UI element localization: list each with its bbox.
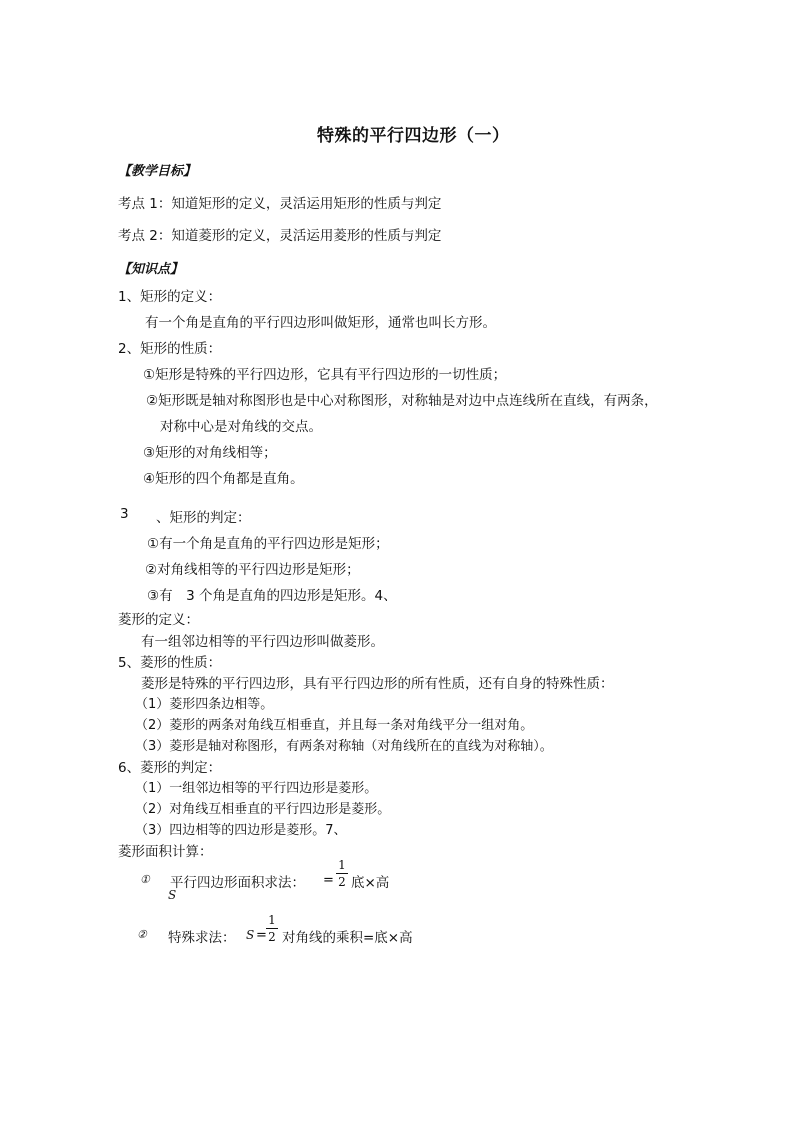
rect-prop-item: ②矩形既是轴对称图形也是中心对称图形，对称轴是对边中点连线所在直线，有两条， (146, 393, 658, 409)
rhombus-prop-item: （2）菱形的两条对角线互相垂直，并且每一条对角线平分一组对角。 (135, 718, 534, 733)
rhombus-judge-item: （2）对角线互相垂直的平行四边形是菱形。 (135, 802, 391, 817)
fraction-bar (336, 873, 348, 874)
rect-prop-item: ①矩形是特殊的平行四边形，它具有平行四边形的一切性质； (143, 367, 507, 383)
formula-marker: ② (137, 928, 147, 941)
rhombus-prop-item: （3）菱形是轴对称图形，有两条对称轴（对角线所在的直线为对称轴）。 (135, 739, 553, 754)
formula-rhs: 对角线的乘积=底×高 (282, 930, 413, 946)
rect-prop-title: 2、矩形的性质： (118, 341, 222, 357)
fraction-denominator: 2 (268, 930, 276, 944)
rect-def-text: 有一个角是直角的平行四边形叫做矩形，通常也叫长方形。 (145, 315, 496, 331)
rhombus-prop-item: 菱形是特殊的平行四边形，具有平行四边形的所有性质，还有自身的特殊性质： (141, 676, 614, 692)
formula-fraction (336, 858, 348, 889)
formula-marker: ① (140, 873, 150, 886)
rhombus-judge-item: （1）一组邻边相等的平行四边形是菱形。 (135, 781, 378, 796)
rect-judge-item: ②对角线相等的平行四边形是矩形； (145, 562, 360, 578)
area-title: 菱形面积计算： (118, 844, 213, 860)
rect-prop-item: 对称中心是对角线的交点。 (160, 419, 322, 435)
fraction-denominator: 2 (338, 875, 346, 889)
formula-variable: S (168, 888, 177, 902)
rect-judge-item: ①有一个角是直角的平行四边形是矩形； (147, 536, 389, 552)
formula-variable: S (246, 928, 255, 942)
rhombus-def-text: 有一组邻边相等的平行四边形叫做菱形。 (141, 634, 384, 650)
fraction-numerator: 1 (338, 858, 346, 872)
rhombus-judge-title: 6、菱形的判定： (118, 760, 222, 776)
rect-judge-number: 3 (120, 506, 129, 522)
knowledge-heading: 【知识点】 (118, 262, 184, 277)
goal-item: 考点 1：知道矩形的定义，灵活运用矩形的性质与判定 (118, 196, 442, 212)
formula-fraction (266, 913, 278, 944)
formula-label: 特殊求法： (168, 930, 236, 946)
rect-prop-item: ③矩形的对角线相等； (143, 445, 277, 461)
rect-prop-item: ④矩形的四个角都是直角。 (143, 471, 304, 487)
rhombus-prop-item: （1）菱形四条边相等。 (135, 697, 274, 712)
fraction-numerator: 1 (268, 913, 276, 927)
rect-def-title: 1、矩形的定义： (118, 289, 222, 305)
formula-rhs: 底×高 (351, 875, 390, 891)
rhombus-judge-item: （3）四边相等的四边形是菱形。7、 (135, 823, 347, 838)
rhombus-def-title: 菱形的定义： (118, 612, 199, 628)
fraction-bar (266, 928, 278, 929)
goal-item: 考点 2：知道菱形的定义，灵活运用菱形的性质与判定 (118, 228, 442, 244)
rect-judge-title: 、矩形的判定： (156, 510, 251, 526)
rect-judge-item: ③有 3 个角是直角的四边形是矩形。4、 (147, 588, 397, 604)
goals-heading: 【教学目标】 (118, 164, 197, 179)
formula-equals: = (256, 928, 267, 943)
formula-label: 平行四边形面积求法： (170, 875, 305, 891)
page-title: 特殊的平行四边形（一） (317, 126, 510, 146)
formula-equals: = (323, 873, 334, 888)
rhombus-prop-title: 5、菱形的性质： (118, 655, 222, 671)
